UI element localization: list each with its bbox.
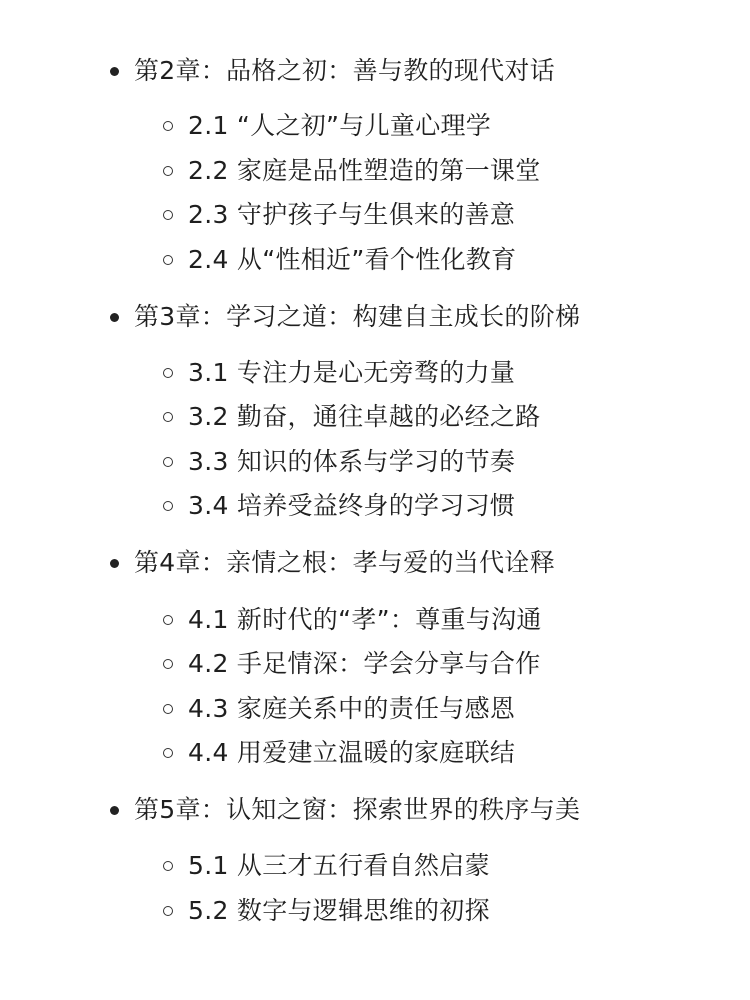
disc-bullet-icon bbox=[110, 806, 119, 815]
section-item bbox=[0, 240, 750, 280]
section-title: 4.2 手足情深：学会分享与合作 bbox=[188, 649, 541, 678]
disc-bullet-icon bbox=[110, 67, 119, 76]
section-item bbox=[0, 397, 750, 437]
chapter-item bbox=[0, 51, 750, 91]
disc-bullet-icon bbox=[110, 559, 119, 568]
section-item bbox=[0, 644, 750, 684]
section-title: 5.2 数字与逻辑思维的初探 bbox=[188, 896, 490, 925]
circle-bullet-icon bbox=[163, 501, 173, 511]
chapter-title: 第5章：认知之窗：探索世界的秩序与美 bbox=[134, 795, 581, 824]
circle-bullet-icon bbox=[163, 166, 173, 176]
section-title: 3.3 知识的体系与学习的节奏 bbox=[188, 447, 516, 476]
disc-bullet-icon bbox=[110, 313, 119, 322]
section-title: 3.4 培养受益终身的学习习惯 bbox=[188, 491, 516, 520]
chapter-title: 第4章：亲情之根：孝与爱的当代诠释 bbox=[134, 548, 556, 577]
circle-bullet-icon bbox=[163, 906, 173, 916]
circle-bullet-icon bbox=[163, 210, 173, 220]
circle-bullet-icon bbox=[163, 659, 173, 669]
circle-bullet-icon bbox=[163, 615, 173, 625]
circle-bullet-icon bbox=[163, 412, 173, 422]
section-item bbox=[0, 353, 750, 393]
section-item bbox=[0, 689, 750, 729]
section-title: 5.1 从三才五行看自然启蒙 bbox=[188, 851, 490, 880]
section-title: 4.3 家庭关系中的责任与感恩 bbox=[188, 694, 516, 723]
section-title: 2.2 家庭是品性塑造的第一课堂 bbox=[188, 156, 541, 185]
section-item bbox=[0, 600, 750, 640]
chapter-title: 第2章：品格之初：善与教的现代对话 bbox=[134, 56, 556, 85]
section-title: 2.4 从“性相近”看个性化教育 bbox=[188, 245, 517, 274]
circle-bullet-icon bbox=[163, 121, 173, 131]
section-item bbox=[0, 442, 750, 482]
chapter-title: 第3章：学习之道：构建自主成长的阶梯 bbox=[134, 302, 581, 331]
section-item bbox=[0, 151, 750, 191]
section-item bbox=[0, 733, 750, 773]
circle-bullet-icon bbox=[163, 704, 173, 714]
section-title: 4.4 用爱建立温暖的家庭联结 bbox=[188, 738, 516, 767]
chapter-item bbox=[0, 790, 750, 830]
section-title: 2.3 守护孩子与生俱来的善意 bbox=[188, 200, 516, 229]
circle-bullet-icon bbox=[163, 457, 173, 467]
section-title: 4.1 新时代的“孝”：尊重与沟通 bbox=[188, 605, 542, 634]
chapter-item bbox=[0, 543, 750, 583]
chapter-item bbox=[0, 297, 750, 337]
circle-bullet-icon bbox=[163, 255, 173, 265]
section-title: 3.2 勤奋，通往卓越的必经之路 bbox=[188, 402, 541, 431]
section-item bbox=[0, 486, 750, 526]
section-item bbox=[0, 891, 750, 931]
section-item bbox=[0, 846, 750, 886]
circle-bullet-icon bbox=[163, 748, 173, 758]
section-title: 2.1 “人之初”与儿童心理学 bbox=[188, 111, 492, 140]
section-item bbox=[0, 106, 750, 146]
circle-bullet-icon bbox=[163, 368, 173, 378]
circle-bullet-icon bbox=[163, 861, 173, 871]
section-title: 3.1 专注力是心无旁骛的力量 bbox=[188, 358, 516, 387]
section-item bbox=[0, 195, 750, 235]
